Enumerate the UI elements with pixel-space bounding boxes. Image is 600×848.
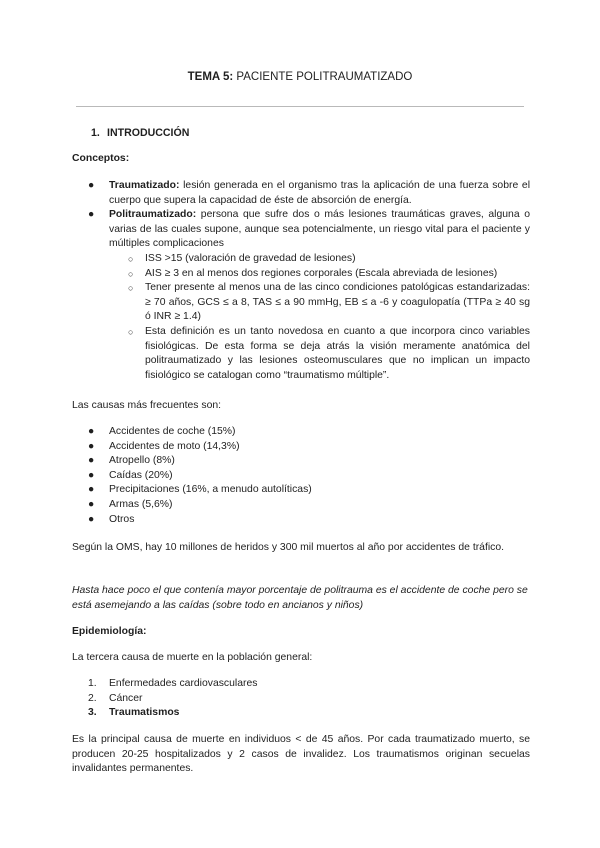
list-item <box>72 469 530 484</box>
item-text: Traumatismos <box>109 707 180 719</box>
list-item-text: Precipitaciones (16%, a menudo autolíticas) <box>109 484 312 496</box>
circle-bullet-icon: ○ <box>128 326 134 337</box>
term-label: Politraumatizado: <box>109 209 197 221</box>
list-item-text: Accidentes de moto (14,3%) <box>109 440 240 452</box>
section-heading <box>91 126 189 141</box>
list-item <box>72 208 530 252</box>
item-number: 1. <box>88 678 97 689</box>
list-item-text: Caídas (20%) <box>109 469 173 481</box>
bullet-icon: ● <box>88 180 95 191</box>
list-item-text: Accidentes de coche (15%) <box>109 426 236 437</box>
bullet-icon: ● <box>88 513 95 525</box>
bullet-icon: ● <box>88 484 95 496</box>
term-definition: persona que sufre dos o más lesiones traumáticas graves, alguna o varias de las cuales supone, aunque sea potencialmente, un riesgo vital para el paciente y múltiples complicaciones <box>109 209 530 250</box>
bullet-icon: ● <box>88 498 95 510</box>
causas-muerte-list <box>72 677 530 721</box>
sub-list-item <box>72 281 530 325</box>
term-definition: lesión generada en el organismo tras la aplicación de una fuerza sobre el cuerpo que supera la capacidad de éste de absorción de energía. <box>109 180 530 206</box>
item-number: 3. <box>88 707 97 719</box>
sub-list-item <box>72 325 530 383</box>
sub-item-text: ISS >15 (valoración de gravedad de lesiones) <box>145 252 356 264</box>
closing-paragraph: Es la principal causa de muerte en individuos < de 45 años. Por cada traumatizado muerto, se producen 20-25 hospitalizados y 2 casos de invalidez. Los traumatismos originan secuelas invalidantes permanentes. <box>72 734 530 775</box>
title-prefix: TEMA 5: <box>187 71 234 83</box>
causas-list <box>72 425 530 527</box>
page-title <box>0 70 600 85</box>
numbered-item <box>72 677 530 692</box>
sub-list-item <box>72 267 530 282</box>
list-item-text: Otros <box>109 513 135 525</box>
epidemiologia-intro: La tercera causa de muerte en la población general: <box>72 652 313 663</box>
list-item-text: Atropello (8%) <box>109 455 175 467</box>
sub-list-item <box>72 252 530 267</box>
term-label: Traumatizado: <box>109 180 180 191</box>
title-divider <box>76 106 524 107</box>
circle-bullet-icon: ○ <box>128 268 134 279</box>
epidemiologia-heading: Epidemiología: <box>72 626 147 637</box>
list-item <box>72 425 530 440</box>
oms-paragraph: Según la OMS, hay 10 millones de heridos y 300 mil muertos al año por accidentes de tráfico. <box>72 542 505 553</box>
conceptos-heading: Conceptos: <box>72 153 130 164</box>
item-text: Enfermedades cardiovasculares <box>109 678 258 689</box>
italic-note: Hasta hace poco el que contenía mayor porcentaje de politrauma es el accidente de coche pero se está asemejando a las caídas (sobre todo en ancianos y niños) <box>72 585 528 611</box>
causas-intro: Las causas más frecuentes son: <box>72 400 222 411</box>
circle-bullet-icon: ○ <box>128 283 134 294</box>
list-item <box>72 513 530 528</box>
list-item <box>72 454 530 469</box>
section-number: 1. <box>91 127 100 139</box>
conceptos-list <box>72 179 530 383</box>
sub-item-text: AIS ≥ 3 en al menos dos regiones corporales (Escala abreviada de lesiones) <box>145 267 498 279</box>
bullet-icon: ● <box>88 426 95 437</box>
numbered-item <box>72 706 530 721</box>
list-item <box>72 440 530 455</box>
item-text: Cáncer <box>109 692 143 704</box>
bullet-icon: ● <box>88 469 95 481</box>
list-item <box>72 179 530 208</box>
bullet-icon: ● <box>88 440 95 452</box>
section-title: INTRODUCCIÓN <box>107 127 190 139</box>
list-item <box>72 483 530 498</box>
item-number: 2. <box>88 692 97 704</box>
bullet-icon: ● <box>88 455 95 467</box>
bullet-icon: ● <box>88 209 95 221</box>
sub-item-text: Tener presente al menos una de las cinco condiciones patológicas estandarizadas: ≥ 70 años, GCS ≤ a 8, TAS ≤ a 90 mmHg, EB ≤ a -6 y coagulopatía (TTPa ≥ 40 sg ó INR ≥ 1.4) <box>145 282 530 323</box>
list-item-text: Armas (5,6%) <box>109 498 173 510</box>
sub-list <box>72 252 530 383</box>
title-text: PACIENTE POLITRAUMATIZADO <box>233 71 413 83</box>
list-item <box>72 498 530 513</box>
numbered-item <box>72 692 530 707</box>
sub-item-text: Esta definición es un tanto novedosa en cuanto a que incorpora cinco variables fisiológicas. De esta forma se deja atrás la visión meramente anatómica del politraumatizado y las lesiones osteomusculares que no implican un impacto fisiológico se catalogan como “traumatismo múltiple”. <box>145 325 530 381</box>
circle-bullet-icon: ○ <box>128 253 134 264</box>
